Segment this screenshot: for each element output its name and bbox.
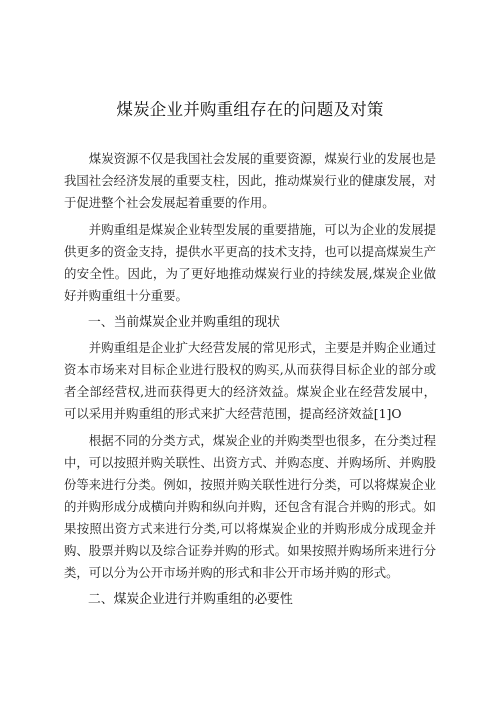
section-1-paragraph-1: 并购重组是企业扩大经营发展的常见形式，主要是并购企业通过资本市场来对目标企业进行股权的购买,从而获得目标企业的部分或者全部经营权,进而获得更大的经济效益。煤炭企业在经营发展中，可以采用并购重组的形式来扩大经营范围，提高经济效益[1]O: [64, 340, 436, 421]
intro-paragraph-2: 并购重组是煤炭企业转型发展的重要措施，可以为企业的发展提供更多的资金支持，提供水平更高的技术支持，也可以提高煤炭生产的安全性。因此，为了更好地推动煤炭行业的持续发展,煤炭企业做好并购重组十分重要。: [64, 222, 436, 303]
intro-paragraph-1: 煤炭资源不仅是我国社会发展的重要资源，煤炭行业的发展也是我国社会经济发展的重要支柱，因此，推动煤炭行业的健康发展，对于促进整个社会发展起着重要的作用。: [64, 151, 436, 210]
document-title: 煤炭企业并购重组存在的问题及对策: [116, 100, 384, 119]
section-2-heading: 二、煤炭企业进行并购重组的必要性: [88, 592, 293, 607]
section-1-paragraph-2: 根据不同的分类方式，煤炭企业的并购类型也很多，在分类过程中，可以按照并购关联性、出资方式、并购态度、并购场所、并购股份等来进行分类。例如，按照并购关联性进行分类，可以将煤炭企业的并购形成分成横向并购和纵向并购，还包含有混合并购的形式。如果按照出资方式来进行分类,可以将煤炭企业的并购形成分成现金并购、股票并购以及综合证券并购的形式。如果按照并购场所来进行分类，可以分为公开市场并购的形式和非公开市场并购的形式。: [64, 433, 436, 580]
section-1-heading: 一、当前煤炭企业并购重组的现状: [88, 315, 280, 330]
document-body: [64, 148, 436, 614]
